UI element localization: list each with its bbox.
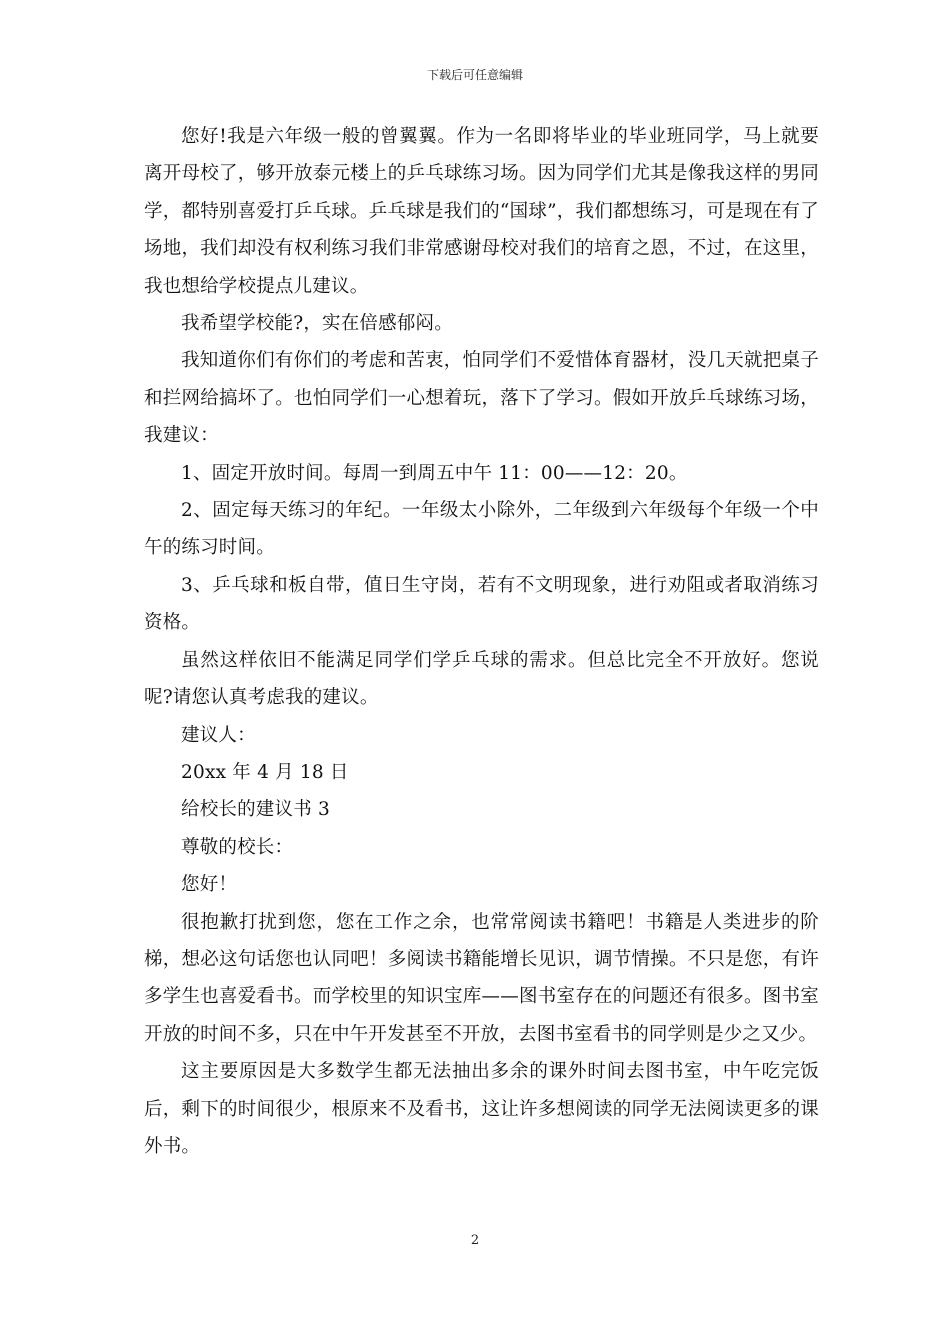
paragraph-closing-request: 虽然这样依旧不能满足同学们学乒乓球的需求。但总比完全不开放好。您说呢?请您认真考虑我的建议。	[144, 649, 819, 709]
paragraph-hope: 我希望学校能?，实在倍感郁闷。	[181, 313, 453, 335]
paragraph-date: 20xx 年 4 月 18 日	[181, 761, 349, 783]
paragraph-suggestion-2: 2、固定每天练习的年纪。一年级太小除外，二年级到六年级每个年级一个中午的练习时间。	[144, 500, 819, 559]
paragraph-library-issue: 很抱歉打扰到您，您在工作之余，也常常阅读书籍吧！书籍是人类进步的阶梯，想必这句话您也认同吧！多阅读书籍能增长见识，调节情操。不只是您，有许多学生也喜爱看书。而学校里的知识宝库——图书室存在的问题还有很多。图书室开放的时间不多，只在中午开发甚至不开放，去图书室看书的同学则是少之又少。	[144, 911, 819, 1045]
document-body	[144, 118, 819, 1165]
paragraph-library-reason: 这主要原因是大多数学生都无法抽出多余的课外时间去图书室，中午吃完饭后，剩下的时间很少，根原来不及看书，这让许多想阅读的同学无法阅读更多的课外书。	[144, 1061, 819, 1157]
page-header: 下载后可任意编辑	[426, 68, 523, 82]
paragraph-proposer: 建议人：	[181, 724, 256, 746]
paragraph-hello: 您好！	[181, 874, 238, 896]
paragraph-salutation: 尊敬的校长：	[181, 836, 294, 858]
paragraph-suggestion-1: 1、固定开放时间。每周一到周五中午 11：00——12：20。	[181, 462, 688, 484]
paragraph-greeting-intro: 您好!我是六年级一般的曾翼翼。作为一名即将毕业的毕业班同学，马上就要离开母校了，够开放泰元楼上的乒乓球练习场。因为同学们尤其是像我这样的男同学，都特别喜爱打乒乓球。乒乓球是我们的“国球”，我们都想练习，可是现在有了场地，我们却没有权利练习我们非常感谢母校对我们的培育之恩，不过，在这里，我也想给学校提点儿建议。	[144, 126, 819, 297]
page-number: 2	[470, 1233, 480, 1248]
paragraph-section-title: 给校长的建议书 3	[181, 799, 330, 821]
paragraph-concerns: 我知道你们有你们的考虑和苦衷，怕同学们不爱惜体育器材，没几天就把桌子和拦网给搞坏了。也怕同学们一心想着玩，落下了学习。假如开放乒乓球练习场，我建议：	[144, 350, 819, 447]
paragraph-suggestion-3: 3、乒乓球和板自带，值日生守岗，若有不文明现象，进行劝阻或者取消练习资格。	[144, 574, 819, 634]
